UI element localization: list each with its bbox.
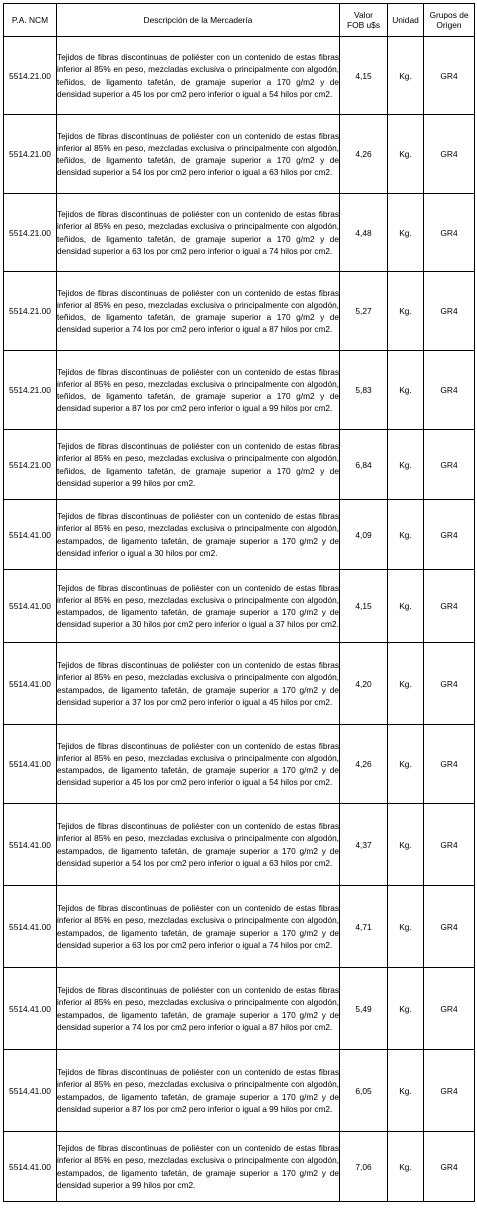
- ncm-code-cell: 5514.41.00: [4, 725, 57, 804]
- unit-cell: Kg.: [388, 37, 424, 115]
- unit-cell: Kg.: [388, 1132, 424, 1202]
- table-row: [4, 804, 475, 886]
- ncm-code-cell: 5514.41.00: [4, 500, 57, 570]
- header-group: [424, 4, 475, 37]
- origin-group-cell: GR4: [424, 968, 475, 1050]
- fob-value-cell: 5,27: [340, 272, 388, 351]
- ncm-code-cell: 5514.41.00: [4, 570, 57, 643]
- table-row: [4, 272, 475, 351]
- description-cell: Tejidos de fibras discontinuas de poliéster con un contenido de estas fibras inferior al 85% en peso, mezcladas exclusiva o principalmente con algodón, estampados, de ligamento tafetán, de gramaje superior a 170 g/m2 y de densidad superior a 99 hilos por cm2.: [57, 1132, 340, 1202]
- ncm-code-cell: 5514.21.00: [4, 272, 57, 351]
- description-cell: Tejidos de fibras discontinuas de poliéster con un contenido de estas fibras inferior al 85% en peso, mezcladas exclusiva o principalmente con algodón, estampados, de ligamento tafetán, de gramaje superior a 170 g/m2 y de densidad superior a 37 los por cm2 pero inferior o igual a 45 hilos por cm2.: [57, 643, 340, 725]
- description-cell: Tejidos de fibras discontinuas de poliéster con un contenido de estas fibras inferior al 85% en peso, mezcladas exclusiva o principalmente con algodón, teñidos, de ligamento tafetán, de gramaje superior a 170 g/m2 y de densidad superior a 63 los por cm2 pero inferior o igual a 74 hilos por cm2.: [57, 194, 340, 272]
- ncm-code-cell: 5514.41.00: [4, 643, 57, 725]
- table-row: [4, 1050, 475, 1132]
- origin-group-cell: GR4: [424, 351, 475, 430]
- origin-group-cell: GR4: [424, 1132, 475, 1202]
- origin-group-cell: GR4: [424, 194, 475, 272]
- origin-group-cell: GR4: [424, 886, 475, 968]
- origin-group-cell: GR4: [424, 500, 475, 570]
- unit-cell: Kg.: [388, 194, 424, 272]
- unit-cell: Kg.: [388, 430, 424, 500]
- description-cell: Tejidos de fibras discontinuas de poliéster con un contenido de estas fibras inferior al 85% en peso, mezcladas exclusiva o principalmente con algodón, estampados, de ligamento tafetán, de gramaje superior a 170 g/m2 y de densidad superior a 87 los por cm2 pero inferior o igual a 99 hilos por cm2.: [57, 1050, 340, 1132]
- table-row: [4, 1132, 475, 1202]
- fob-value-cell: 6,84: [340, 430, 388, 500]
- unit-cell: Kg.: [388, 351, 424, 430]
- ncm-code-cell: 5514.41.00: [4, 968, 57, 1050]
- unit-cell: Kg.: [388, 725, 424, 804]
- ncm-code-cell: 5514.41.00: [4, 804, 57, 886]
- fob-value-cell: 5,83: [340, 351, 388, 430]
- ncm-code-cell: 5514.41.00: [4, 1050, 57, 1132]
- table-row: [4, 430, 475, 500]
- merchandise-table: [3, 3, 475, 1202]
- fob-value-cell: 4,48: [340, 194, 388, 272]
- fob-value-cell: 4,26: [340, 725, 388, 804]
- ncm-code-cell: 5514.21.00: [4, 115, 57, 194]
- header-value-line1: Valor: [354, 10, 373, 20]
- table-row: [4, 968, 475, 1050]
- ncm-code-cell: 5514.21.00: [4, 351, 57, 430]
- origin-group-cell: GR4: [424, 570, 475, 643]
- header-value-line2: FOB u$s: [346, 20, 381, 30]
- ncm-code-cell: 5514.41.00: [4, 886, 57, 968]
- table-row: [4, 500, 475, 570]
- header-group-line2: Origen: [436, 20, 462, 30]
- description-cell: Tejidos de fibras discontinuas de poliéster con un contenido de estas fibras inferior al 85% en peso, mezcladas exclusiva o principalmente con algodón, estampados, de ligamento tafetán, de gramaje superior a 170 g/m2 y de densidad superior a 74 los por cm2 pero inferior o igual a 87 hilos por cm2.: [57, 968, 340, 1050]
- unit-cell: Kg.: [388, 570, 424, 643]
- fob-value-cell: 4,20: [340, 643, 388, 725]
- origin-group-cell: GR4: [424, 272, 475, 351]
- origin-group-cell: GR4: [424, 725, 475, 804]
- fob-value-cell: 4,09: [340, 500, 388, 570]
- origin-group-cell: GR4: [424, 1050, 475, 1132]
- fob-value-cell: 6,05: [340, 1050, 388, 1132]
- unit-cell: Kg.: [388, 272, 424, 351]
- fob-value-cell: 4,15: [340, 37, 388, 115]
- fob-value-cell: 4,37: [340, 804, 388, 886]
- origin-group-cell: GR4: [424, 115, 475, 194]
- header-code: P.A. NCM: [4, 4, 57, 37]
- ncm-code-cell: 5514.41.00: [4, 1132, 57, 1202]
- table-row: [4, 643, 475, 725]
- description-cell: Tejidos de fibras discontinuas de poliéster con un contenido de estas fibras inferior al 85% en peso, mezcladas exclusiva o principalmente con algodón, estampados, de ligamento tafetán, de gramaje superior a 170 g/m2 y de densidad superior a 30 hilos por cm2 pero inferior o igual a 37 hilos por cm2.: [57, 570, 340, 643]
- origin-group-cell: GR4: [424, 430, 475, 500]
- description-cell: Tejidos de fibras discontinuas de poliéster con un contenido de estas fibras inferior al 85% en peso, mezcladas exclusiva o principalmente con algodón, estampados, de ligamento tafetán, de gramaje superior a 170 g/m2 y de densidad superior a 54 los por cm2 pero inferior o igual a 63 hilos por cm2.: [57, 804, 340, 886]
- fob-value-cell: 5,49: [340, 968, 388, 1050]
- table-row: [4, 37, 475, 115]
- fob-value-cell: 4,26: [340, 115, 388, 194]
- header-unit: Unidad: [388, 4, 424, 37]
- origin-group-cell: GR4: [424, 804, 475, 886]
- fob-value-cell: 4,71: [340, 886, 388, 968]
- unit-cell: Kg.: [388, 1050, 424, 1132]
- table-row: [4, 886, 475, 968]
- ncm-code-cell: 5514.21.00: [4, 37, 57, 115]
- unit-cell: Kg.: [388, 968, 424, 1050]
- header-group-line1: Grupos de: [429, 10, 469, 20]
- description-cell: Tejidos de fibras discontinuas de poliéster con un contenido de estas fibras inferior al 85% en peso, mezcladas exclusiva o principalmente con algodón, teñidos, de ligamento tafetán, de gramaje superior a 170 g/m2 y de densidad superior a 45 los por cm2 pero inferior o igual a 54 hilos por cm2.: [57, 37, 340, 115]
- ncm-code-cell: 5514.21.00: [4, 430, 57, 500]
- description-cell: Tejidos de fibras discontinuas de poliéster con un contenido de estas fibras inferior al 85% en peso, mezcladas exclusiva o principalmente con algodón, teñidos, de ligamento tafetán, de gramaje superior a 170 g/m2 y de densidad superior a 87 los por cm2 pero inferior o igual a 99 hilos por cm2.: [57, 351, 340, 430]
- description-cell: Tejidos de fibras discontinuas de poliéster con un contenido de estas fibras inferior al 85% en peso, mezcladas exclusiva o principalmente con algodón, teñidos, de ligamento tafetán, de gramaje superior a 170 g/m2 y de densidad superior a 54 los por cm2 pero inferior o igual a 63 hilos por cm2.: [57, 115, 340, 194]
- fob-value-cell: 7,06: [340, 1132, 388, 1202]
- unit-cell: Kg.: [388, 804, 424, 886]
- table-row: [4, 115, 475, 194]
- fob-value-cell: 4,15: [340, 570, 388, 643]
- description-cell: Tejidos de fibras discontinuas de poliéster con un contenido de estas fibras inferior al 85% en peso, mezcladas exclusiva o principalmente con algodón, estampados, de ligamento tafetán, de gramaje superior a 170 g/m2 y de densidad inferior o igual a 30 hilos por cm2.: [57, 500, 340, 570]
- origin-group-cell: GR4: [424, 37, 475, 115]
- description-cell: Tejidos de fibras discontinuas de poliéster con un contenido de estas fibras inferior al 85% en peso, mezcladas exclusiva o principalmente con algodón, estampados, de ligamento tafetán, de gramaje superior a 170 g/m2 y de densidad superior a 45 los por cm2 pero inferior o igual a 54 hilos por cm2.: [57, 725, 340, 804]
- table-row: [4, 725, 475, 804]
- origin-group-cell: GR4: [424, 643, 475, 725]
- table-row: [4, 570, 475, 643]
- description-cell: Tejidos de fibras discontinuas de poliéster con un contenido de estas fibras inferior al 85% en peso, mezcladas exclusiva o principalmente con algodón, teñidos, de ligamento tafetán, de gramaje superior a 170 g/m2 y de densidad superior a 74 los por cm2 pero inferior o igual a 87 hilos por cm2.: [57, 272, 340, 351]
- unit-cell: Kg.: [388, 500, 424, 570]
- header-row: [4, 4, 475, 37]
- table-row: [4, 194, 475, 272]
- unit-cell: Kg.: [388, 115, 424, 194]
- description-cell: Tejidos de fibras discontinuas de poliéster con un contenido de estas fibras inferior al 85% en peso, mezcladas exclusiva o principalmente con algodón, estampados, de ligamento tafetán, de gramaje superior a 170 g/m2 y de densidad superior a 63 los por cm2 pero inferior o igual a 74 hilos por cm2.: [57, 886, 340, 968]
- header-value: [340, 4, 388, 37]
- unit-cell: Kg.: [388, 886, 424, 968]
- header-description: Descripción de la Mercadería: [57, 4, 340, 37]
- table-row: [4, 351, 475, 430]
- unit-cell: Kg.: [388, 643, 424, 725]
- description-cell: Tejidos de fibras discontinuas de poliéster con un contenido de estas fibras inferior al 85% en peso, mezcladas exclusiva o principalmente con algodón, teñidos, de ligamento tafetán, de gramaje superior a 170 g/m2 y de densidad superior a 99 hilos por cm2.: [57, 430, 340, 500]
- ncm-code-cell: 5514.21.00: [4, 194, 57, 272]
